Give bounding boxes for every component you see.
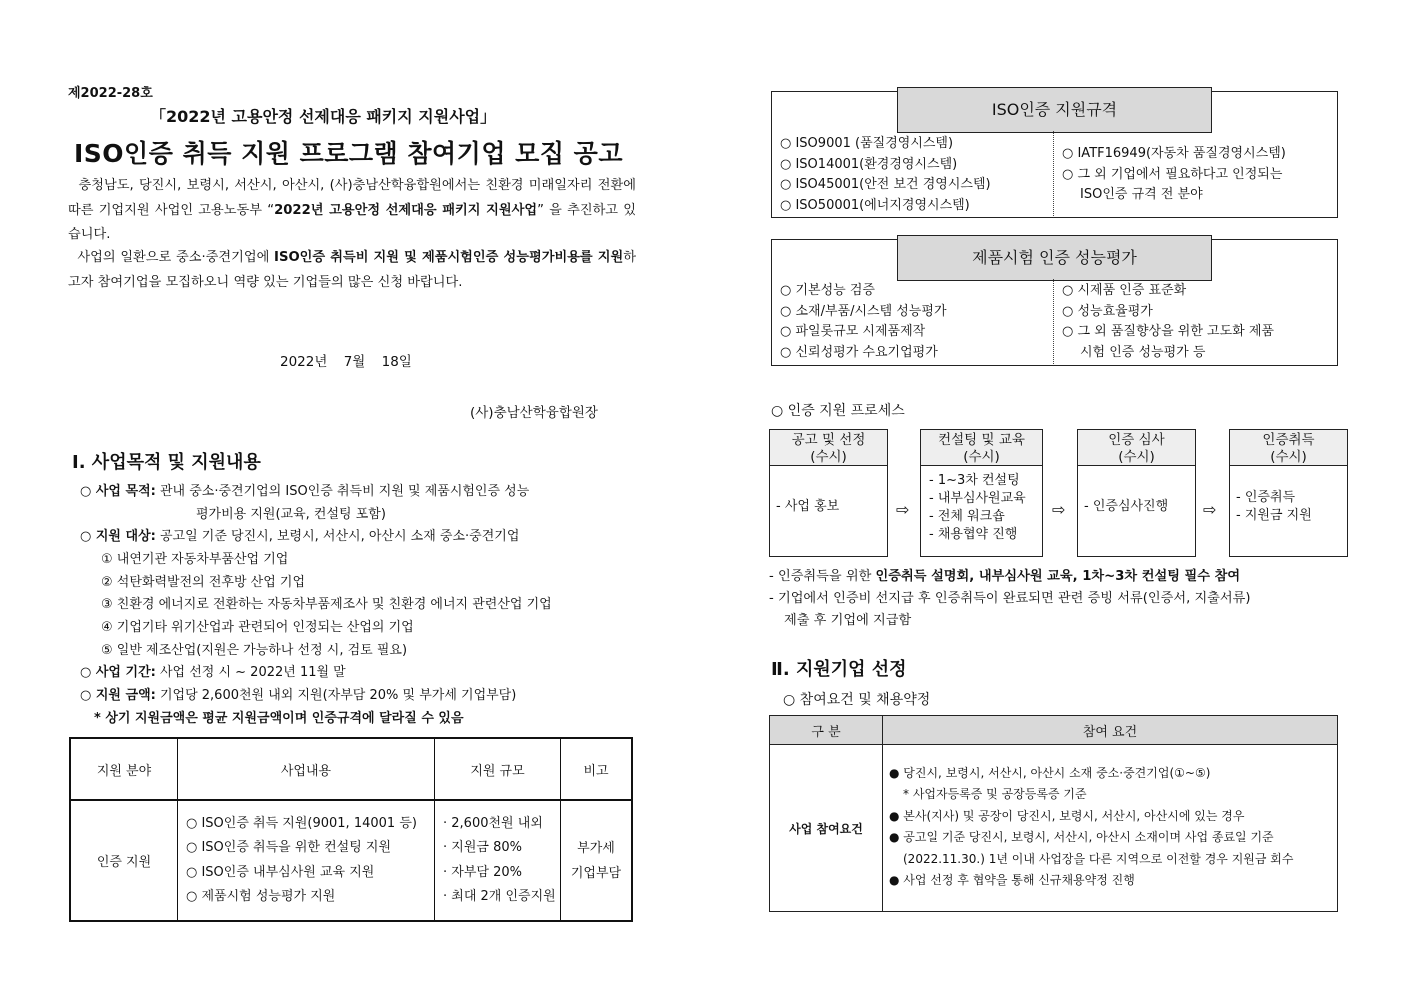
table-row [770,745,1338,912]
list-item: ○ 성능효율평가 [1062,303,1153,319]
list-item: ● 사업 선정 후 협약을 통해 신규채용약정 진행 [889,873,1135,888]
process-step-1 [769,429,888,557]
right-arrow-icon: ⇨ [896,500,910,519]
list-item: ISO인증 규격 전 분야 [1080,187,1203,202]
period-line: ○ 사업 기간: 사업 선정 시 ~ 2022년 11월 말 [80,665,346,680]
process-step-header: 컨설팅 및 교육 (수시) [921,430,1042,466]
list-item: ○ 그 외 품질향상을 위한 고도화 제품 [1062,324,1274,339]
section1-heading: Ⅰ. 사업목적 및 지원내용 [72,452,261,473]
list-item: ● 당진시, 보령시, 서산시, 아산시 소재 중소·중견기업(①~⑤) [889,766,1211,780]
support-note: 부가세 기업부담 [561,800,633,921]
process-step-2 [920,429,1043,557]
iso-box-title: ISO인증 지원규격 [897,87,1212,133]
table-header: 사업내용 [178,738,435,800]
table-header-row [70,738,632,800]
requirements-table [769,715,1338,912]
right-arrow-icon: ⇨ [1052,500,1066,519]
table-header: 참여 요건 [883,716,1338,745]
table-header: 구 분 [770,716,883,745]
target-item: ⑤ 일반 제조산업(지원은 가능하나 선정 시, 검토 필요) [101,643,408,658]
list-item: ○ 소재/부품/시스템 성능평가 [780,303,947,319]
process-heading: ○ 인증 지원 프로세스 [771,403,905,419]
amount-line: ○ 지원 금액: 기업당 2,600천원 내외 지원(자부담 20% 및 부가세 기업부담) [80,688,517,703]
list-item: ○ 파일롯규모 시제품제작 [780,324,926,339]
list-item: ○ ISO9001 (품질경영시스템) [780,136,954,151]
table-header: 지원 규모 [435,738,561,800]
list-item: ○ 시제품 인증 표준화 [1062,283,1187,298]
list-item: ○ IATF16949(자동차 품질경영시스템) [1062,146,1286,161]
section2-heading: Ⅱ. 지원기업 선정 [771,659,907,680]
table-header: 비고 [561,738,633,800]
support-contents [178,800,435,921]
target-item: ④ 기업기타 위기산업과 관련되어 인정되는 산업의 기업 [101,620,414,635]
issuer-name: (사)충남산학융합원장 [470,405,598,421]
process-step-body: - 사업 홍보 [776,499,840,514]
page-title: ISO인증 취득 지원 프로그램 참여기업 모집 공고 [74,139,623,168]
process-step-header: 공고 및 선정 (수시) [770,430,887,466]
process-step-header: 인증취득 (수시) [1230,430,1347,466]
list-item: ● 공고일 기준 당진시, 보령시, 서산시, 아산시 소재이며 사업 종료일 기준 [889,830,1274,845]
list-item: · 2,600천원 내외 [443,815,543,831]
list-item: ○ ISO45001(안전 보건 경영시스템) [780,177,991,192]
target-item: ② 석탄화력발전의 전후방 산업 기업 [101,575,305,590]
table-row [70,800,632,921]
document-number: 제2022-28호 [68,86,153,101]
list-item: ○ ISO14001(환경경영시스템) [780,156,958,172]
section2-subheading: ○ 참여요건 및 채용약정 [783,692,931,708]
list-item: · 최대 2개 인증지원 [443,889,556,904]
requirements-list [883,745,1338,912]
list-item: ○ ISO인증 취득을 위한 컨설팅 지원 [186,840,392,855]
target-item: ③ 친환경 에너지로 전환하는 자동차부품제조사 및 친환경 에너지 관련산업 기업 [101,597,552,612]
purpose-line: ○ 사업 목적: 관내 중소·중견기업의 ISO인증 취득비 지원 및 제품시험인증 성능 [80,484,530,499]
process-note-1: - 인증취득을 위한 인증취득 설명회, 내부심사원 교육, 1차~3차 컨설팅 필수 참여 [769,569,1241,584]
iso-box-divider [1053,131,1054,216]
list-item: · 지원금 80% [443,840,522,855]
target-item: ① 내연기관 자동차부품산업 기업 [101,552,289,567]
product-box-divider [1053,279,1054,364]
iso-right-list [1062,144,1286,206]
process-step-body: - 인증심사진행 [1084,499,1169,514]
process-step-4 [1229,429,1348,557]
list-item: 시험 인증 성능평가 등 [1080,344,1206,360]
intro-paragraph-2: 사업의 일환으로 중소·중견기업에 ISO인증 취득비 지원 및 제품시험인증 성능평가비용를 지원하고자 참여기업을 모집하오니 역량 있는 기업들의 많은 신청 바랍니다. [68,250,636,290]
list-item: (2022.11.30.) 1년 이내 사업장을 다른 지역으로 이전할 경우 지원금 회수 [903,851,1294,866]
list-item: ○ 그 외 기업에서 필요하다고 인정되는 [1062,166,1283,182]
support-table [69,737,633,922]
product-right-list [1062,281,1274,363]
iso-left-list [780,134,991,216]
process-note-2b: 제출 후 기업에 지급함 [784,613,912,628]
list-item: ○ ISO인증 취득 지원(9001, 14001 등) [186,815,417,831]
requirements-row-label: 사업 참여요건 [770,745,883,912]
support-field: 인증 지원 [70,800,178,921]
product-left-list [780,281,947,363]
list-item: ○ ISO인증 내부심사원 교육 지원 [186,864,375,880]
process-step-3 [1077,429,1196,557]
list-item: ○ 제품시험 성능평가 지원 [186,889,336,904]
process-step-body: - 1~3차 컨설팅 - 내부심사원교육 - 전체 워크숍 - 채용협약 진행 [929,473,1026,542]
amount-note: * 상기 지원금액은 평균 지원금액이며 인증규격에 달라질 수 있음 [94,711,464,726]
list-item: ○ 기본성능 검증 [780,283,875,298]
right-arrow-icon: ⇨ [1203,500,1217,519]
list-item: ○ 신뢰성평가 수요기업평가 [780,344,938,360]
table-header: 지원 분야 [70,738,178,800]
list-item: ● 본사(지사) 및 공장이 당진시, 보령시, 서산시, 아산시에 있는 경우 [889,808,1245,823]
list-item: ○ ISO50001(에너지경영시스템) [780,197,970,213]
purpose-line-2: 평가비용 지원(교육, 컨설팅 포함) [196,507,386,522]
process-step-header: 인증 심사 (수시) [1078,430,1195,466]
product-box-title: 제품시험 인증 성능평가 [897,235,1212,281]
table-header-row [770,716,1338,745]
target-line: ○ 지원 대상: 공고일 기준 당진시, 보령시, 서산시, 아산시 소재 중소·중견기업 [80,529,520,544]
program-subtitle: 「2022년 고용안정 선제대응 패키지 지원사업」 [150,107,497,126]
support-scale [435,800,561,921]
process-step-body: - 인증취득 - 지원금 지원 [1236,490,1312,523]
intro-paragraph-1: 충청남도, 당진시, 보령시, 서산시, 아산시, (사)충남산학융합원에서는 친환경 미래일자리 전환에 따른 기업지원 사업인 고용노동부 “2022년 고용안정 선제대응 패키지 지원사업” 을 추진하고 있습니다. [68,178,637,242]
list-item: · 자부담 20% [443,864,522,880]
announcement-date: 2022년 7월 18일 [280,354,412,370]
list-item: * 사업자등록증 및 공장등록증 기준 [903,787,1087,802]
process-note-2: - 기업에서 인증비 선지급 후 인증취득이 완료되면 관련 증빙 서류(인증서, 지출서류) [769,591,1251,606]
